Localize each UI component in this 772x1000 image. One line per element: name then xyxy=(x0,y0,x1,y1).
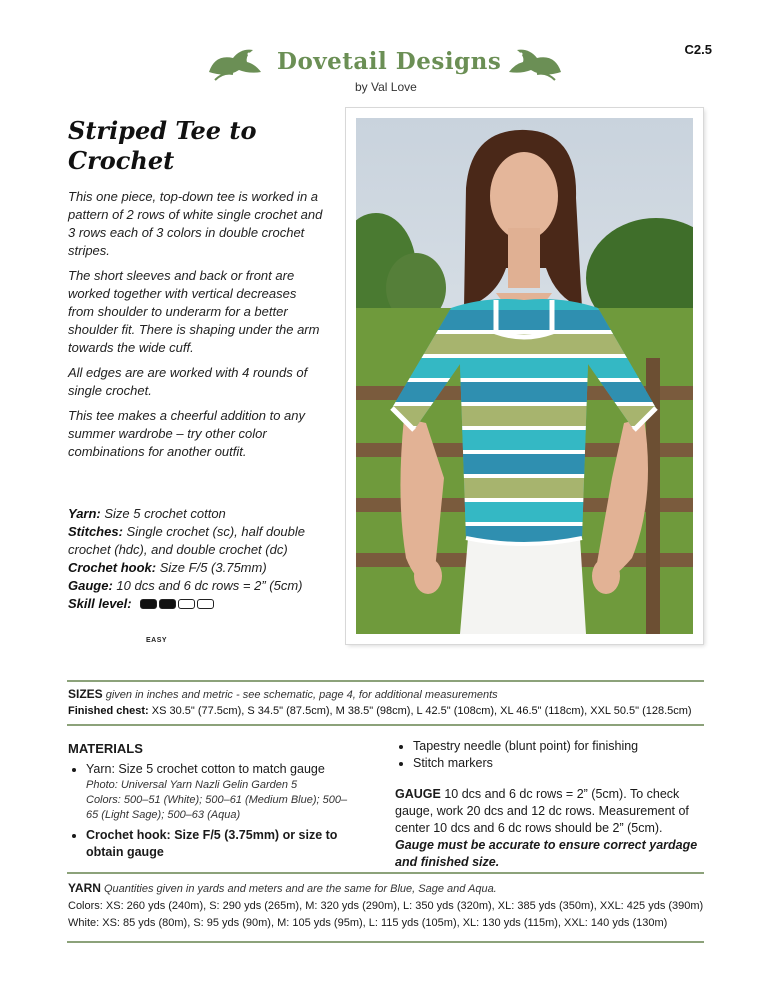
chest-values: XS 30.5" (77.5cm), S 34.5" (87.5cm), M 38.5" (98cm), L 42.5" (108cm), XL 46.5" (118cm), XXL 50.5" (128.5cm) xyxy=(151,705,692,717)
skill-caption: EASY xyxy=(146,637,168,644)
section-heading: SIZES xyxy=(68,687,103,701)
brand-name: Dovetail Designs xyxy=(277,48,502,75)
skill-level-box xyxy=(159,599,176,609)
gauge-section xyxy=(395,786,710,871)
page-title: Striped Tee to Crochet xyxy=(68,116,257,175)
chest-label: Finished chest: xyxy=(68,705,149,717)
brand-header xyxy=(205,42,565,102)
spec-label: Skill level: xyxy=(68,596,132,611)
skill-level-meter xyxy=(140,599,214,609)
gauge-text: 10 dcs and 6 dc rows = 2” (5cm). To check gauge, work 20 dcs and 12 dc rows. Measurement of center 10 dcs and 6 dc rows should be 2” (5cm). xyxy=(395,787,689,835)
material-item xyxy=(86,827,358,861)
spec-value: 10 dcs and 6 dc rows = 2” (5cm) xyxy=(116,578,303,593)
intro-paragraph: All edges are are worked with 4 rounds of single crochet. xyxy=(68,365,308,398)
sizes-note: given in inches and metric - see schematic, page 4, for additional measurements xyxy=(105,689,498,701)
skill-level-box xyxy=(178,599,195,609)
model-wearing-tee-image xyxy=(356,118,693,634)
section-heading: GAUGE xyxy=(395,787,441,801)
section-heading: YARN xyxy=(68,881,101,895)
spec-label: Yarn: xyxy=(68,506,101,521)
divider xyxy=(67,724,704,726)
skill-level-box xyxy=(140,599,157,609)
material-hook: Crochet hook: Size F/5 (3.75mm) or size to obtain gauge xyxy=(86,828,338,859)
dove-logo-icon xyxy=(205,42,265,84)
brand-byline: by Val Love xyxy=(355,80,417,94)
material-yarn: Yarn: Size 5 crochet cotton to match gauge xyxy=(86,762,325,776)
spec-label: Gauge: xyxy=(68,578,113,593)
spec-value: Single crochet (sc), half double crochet (hdc), and double crochet (dc) xyxy=(68,524,306,557)
materials-extra xyxy=(395,738,710,871)
material-item: • Tapestry needle (blunt point) for finishing xyxy=(413,738,710,755)
divider xyxy=(67,872,704,874)
intro-paragraph: This tee makes a cheerful addition to any summer wardrobe – try other color combinations for another outfit. xyxy=(68,408,306,459)
intro-paragraph: This one piece, top-down tee is worked in a pattern of 2 rows of white single crochet and 3 rows each of 3 colors in double crochet stripes. xyxy=(68,189,323,258)
yarn-note: Quantities given in yards and meters and are the same for Blue, Sage and Aqua. xyxy=(103,883,497,895)
materials-section xyxy=(68,740,358,865)
material-item: • Stitch markers xyxy=(413,755,710,772)
pattern-code: C2.5 xyxy=(684,42,712,57)
material-colors: Colors: 500–51 (White); 500–61 (Medium Blue); 500–65 (Light Sage); 500–63 (Aqua) xyxy=(86,794,348,821)
dove-logo-icon xyxy=(505,42,565,84)
gauge-warning: Gauge must be accurate to ensure correct yardage and finished size. xyxy=(395,838,698,869)
intro-paragraph: The short sleeves and back or front are worked together with vertical decreases from shoulder to underarm for a better shoulder fit. There is shaping under the arm towards the wide cuff. xyxy=(68,268,320,355)
sizes-section xyxy=(68,686,708,719)
section-heading: MATERIALS xyxy=(68,741,143,756)
skill-level-box xyxy=(197,599,214,609)
divider xyxy=(67,941,704,943)
material-item xyxy=(86,761,358,823)
intro-text xyxy=(68,188,323,468)
material-photo-note: Photo: Universal Yarn Nazli Gelin Garden 5 xyxy=(86,779,298,791)
spec-label: Stitches: xyxy=(68,524,123,539)
spec-label: Crochet hook: xyxy=(68,560,157,575)
divider xyxy=(67,680,704,682)
yarn-white-line: White: XS: 85 yds (80m), S: 95 yds (90m), M: 105 yds (95m), L: 115 yds (105m), XL: 130 yds (115m), XXL: 140 yds (130m) xyxy=(68,917,668,929)
product-photo xyxy=(346,108,703,644)
yarn-colors-line: Colors: XS: 260 yds (240m), S: 290 yds (265m), M: 320 yds (290m), L: 350 yds (320m), XL: 385 yds (350m), XXL: 425 yds (390m) xyxy=(68,900,704,912)
spec-value: Size F/5 (3.75mm) xyxy=(159,560,267,575)
yarn-section xyxy=(68,880,708,932)
pattern-specs xyxy=(68,505,338,644)
spec-value: Size 5 crochet cotton xyxy=(104,506,226,521)
